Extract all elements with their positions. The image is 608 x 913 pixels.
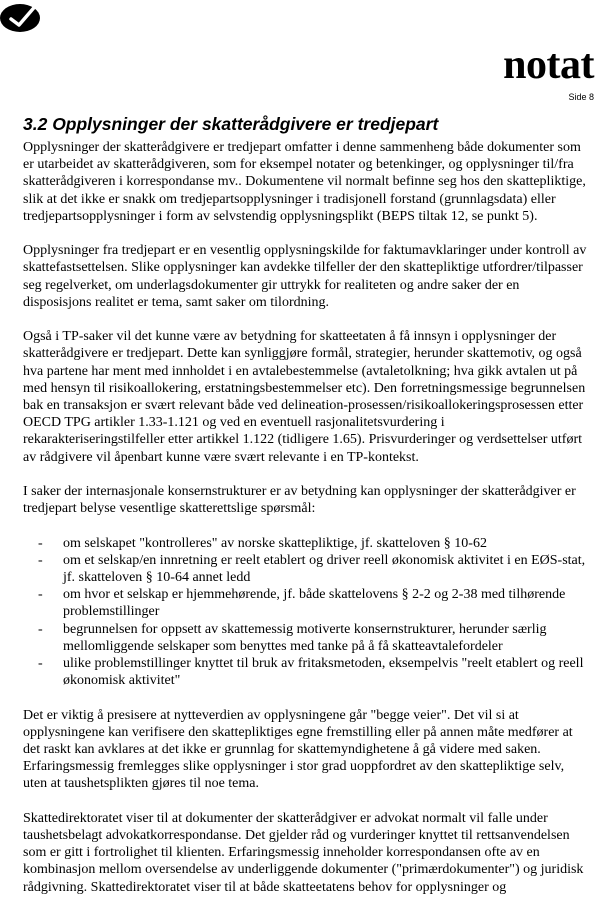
list-item	[23, 552, 589, 586]
bullet-marker: -	[38, 656, 43, 672]
list-item	[23, 535, 589, 552]
body-paragraph: Opplysninger der skatterådgivere er tredjepart omfatter i denne sammenheng både dokumenter som er utarbeidet av skatterådgiveren, som for eksempel notater og betenkinger, og opplysninger til/fra skatterådgiveren i korrespondanse mv.. Dokumentene vil normalt befinne seg hos den skattepliktige, slik at det ikke er snakk om tredjepartsopplysninger i tradisjonell forstand (grunnlagsdata) eller tredjepartsopplysninger i form av selvstendig opplysningsplikt (BEPS tiltak 12, se punkt 5).	[23, 140, 586, 224]
document-body	[23, 139, 589, 913]
list-item	[23, 621, 589, 655]
page-number: Side 8	[568, 92, 594, 102]
body-paragraph: Også i TP-saker vil det kunne være av betydning for skatteetaten å få innsyn i opplysninger der skatterådgivere er tredjepart. Dette kan synliggjøre formål, strategier, herunder skattemotiv, og også hva partene har ment med innholdet i en avtalebestemmelse (avtaletolkning; hva gikk avtalen ut på med hensyn til risikoallokering, erstatningsbestemmelser etc). Den forretningsmessige begrunnelsen bak en transaksjon er svært relevant både ved delineation-prosessen/risikoallokeringsprosessen etter OECD TPG artikler 1.33-1.121 og ved en eventuell rasjonalitetsvurdering i rekarakteriseringstilfeller etter artikkel 1.122 (tidligere 1.65). Prisvurderinger og verdsettelser utført av rådgivere vil åpenbart kunne være svært relevante i en TP-kontekst.	[23, 329, 586, 465]
bullet-marker: -	[38, 587, 43, 603]
issue-list	[23, 535, 589, 690]
organization-logo-icon	[0, 0, 46, 34]
section-heading: 3.2 Opplysninger der skatterådgivere er tredjepart	[23, 114, 439, 134]
list-item	[23, 655, 589, 689]
list-item-text: ulike problemstillinger knyttet til bruk av fritaksmetoden, eksempelvis "reelt etablert og reell økonomisk aktivitet"	[63, 656, 584, 689]
list-item-text: om selskapet "kontrolleres" av norske skattepliktige, jf. skatteloven § 10-62	[63, 535, 487, 551]
bullet-marker: -	[38, 535, 43, 551]
body-paragraph: Det er viktig å presisere at nytteverdien av opplysningene går "begge veier". Det vil si at opplysningene kan verifisere den skattepliktiges egne fremstilling eller på annen måte medfører at det raskt kan avklares at det ikke er grunnlag for skattemyndighetene å gå videre med saken. Erfaringsmessig fremlegges slike opplysninger i stor grad uoppfordret av den skattepliktige selv, uten at taushetsplikten gjøres til noe tema.	[23, 707, 573, 792]
list-item-text: begrunnelsen for oppsett av skattemessig motiverte konsernstrukturer, herunder særlig mellomliggende selskaper som benyttes med tanke på å få skatteavtalefordeler	[63, 621, 547, 654]
body-paragraph: Opplysninger fra tredjepart er en vesentlig opplysningskilde for faktumavklaringer under kontroll av skattefastsettelsen. Slike opplysninger kan avdekke tilfeller der den skattepliktige utfordrer/tilpasser seg regelverket, om underlagsdokumenter gir uttrykk for realiteten og andre saker der en disposisjons realitet er tema, samt saker om tilordning.	[23, 243, 587, 310]
bullet-marker: -	[38, 621, 43, 637]
document-type-title: notat	[503, 42, 594, 88]
list-item-text: om hvor et selskap er hjemmehørende, jf. både skattelovens § 2-2 og 2-38 med tilhørende problemstillinger	[63, 587, 566, 620]
body-paragraph: I saker der internasjonale konsernstrukturer er av betydning kan opplysninger der skatterådgiver er tredjepart belyse vesentlige skatterettslige spørsmål:	[23, 484, 576, 517]
body-paragraph: Skattedirektoratet viser til at dokumenter der skatterådgiver er advokat normalt vil falle under taushetsbelagt advokatkorrespondanse. Det gjelder råd og vurderinger knyttet til rettsanvendelsen som er gitt i fortrolighet til klienten. Erfaringsmessig inneholder korrespondansen ofte av en kombinasjon mellom oversendelse av underliggende dokumenter ("primærdokumenter") og juridisk rådgivning. Skattedirektoratet viser til at både skatteetatens behov for opplysninger og	[23, 810, 584, 895]
list-item	[23, 586, 589, 620]
bullet-marker: -	[38, 552, 43, 568]
list-item-text: om et selskap/en innretning er reelt etablert og driver reell økonomisk aktivitet i en EØS-stat, jf. skatteloven § 10-64 annet ledd	[63, 552, 586, 586]
